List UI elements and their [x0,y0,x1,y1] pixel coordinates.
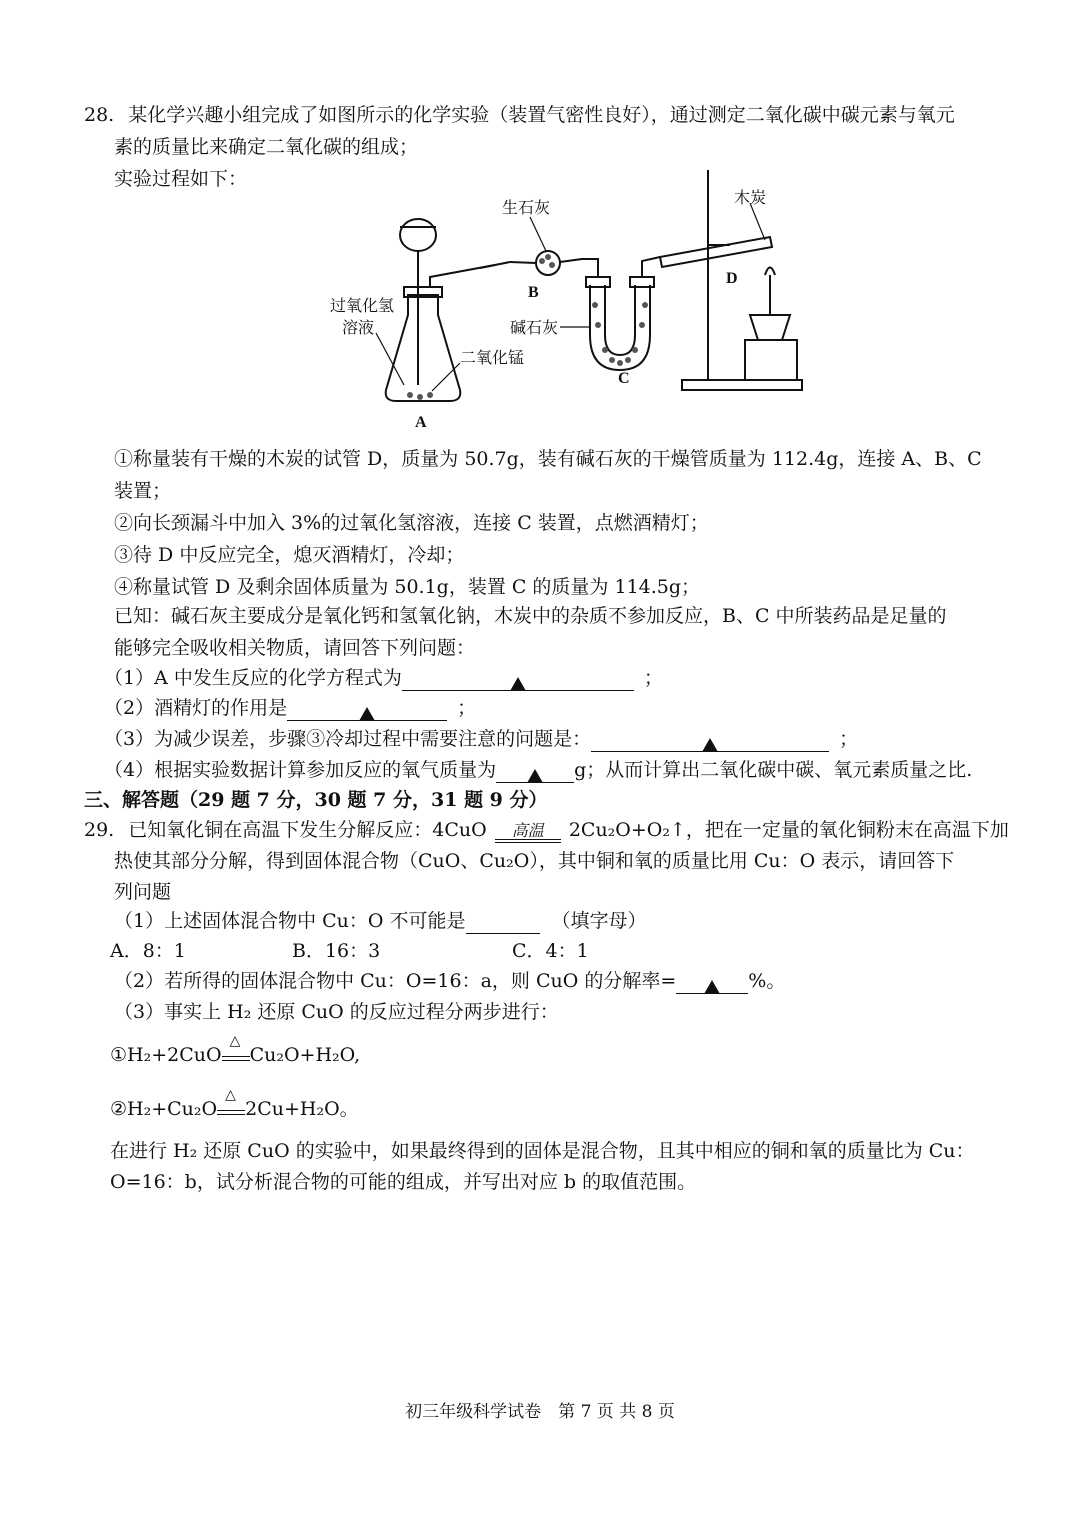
label-h2o2-1: 过氧化氢 [330,298,395,315]
label-charcoal: 木炭 [734,190,767,207]
q28-intro-text1: 某化学兴趣小组完成了如图所示的化学实验（装置气密性良好），通过测定二氧化碳中碳元素与氧元 [128,104,955,126]
option-c: C．4：1 [512,940,589,962]
q29-paragraph-2: O=16：b，试分析混合物的可能的组成，并写出对应 b 的取值范围。 [110,1171,697,1193]
q29-equation-1 [110,1033,361,1068]
q28-step3: ③待 D 中反应完全，熄灭酒精灯，冷却； [114,544,465,566]
q28-known-line2: 能够完全吸收相关物质，请回答下列问题： [114,637,476,659]
triangle-marker-icon [704,980,720,994]
q29-sub1-prompt: （1）上述固体混合物中 Cu：O 不可能是 [114,910,466,932]
q28-number: 28. [84,104,115,126]
q28-step2: ②向长颈漏斗中加入 3%的过氧化氢溶液，连接 C 装置，点燃酒精灯； [114,512,709,534]
q29-sub2-prompt: （2）若所得的固体混合物中 Cu：O=16：a，则 CuO 的分解率= [114,970,677,992]
label-b: B [528,284,539,301]
test-tube-d [660,237,772,267]
separatory-funnel [400,219,436,251]
heat-symbol: △ [225,1087,236,1103]
heat-arrow [217,1087,245,1115]
triangle-marker-icon [510,677,526,691]
q28-sub1-answer-blank[interactable] [402,670,634,691]
q28-intro-line2: 素的质量比来确定二氧化碳的组成； [114,136,419,158]
q29-paragraph-1: 在进行 H₂ 还原 CuO 的实验中，如果最终得到的固体是混合物，且其中相应的铜和氧的质量比为 Cu： [110,1140,975,1162]
option-a: A．8：1 [110,940,186,962]
eq2-right: 2Cu+H₂O。 [245,1098,359,1120]
q29-line1-a: 已知氧化铜在高温下发生分解反应：4CuO [128,819,487,841]
label-quicklime: 生石灰 [502,200,551,217]
apparatus-diagram [320,165,810,435]
q29-sub2-end: %。 [748,970,786,992]
q29-equation-2 [110,1087,359,1122]
high-temp-label: 高温 [511,821,544,840]
q28-sub2-answer-blank[interactable] [287,700,447,721]
label-h2o2-2: 溶液 [342,320,375,337]
label-a: A [415,414,427,431]
option-b: B．16：3 [292,940,381,962]
q28-sub1-end: ； [643,667,663,689]
q28-sub4-answer-blank[interactable] [496,762,574,783]
q28-subquestion-2 [104,695,476,721]
q29-line3: 列问题 [114,881,172,903]
q28-step4: ④称量试管 D 及剩余固体质量为 50.1g，装置 C 的质量为 114.5g； [114,576,701,598]
q28-sub1-prompt: （1）A 中发生反应的化学方程式为 [104,667,402,689]
q29-sub1-answer-blank[interactable] [466,913,540,934]
q29-sub2 [114,968,785,994]
eq1-right: Cu₂O+H₂O, [249,1044,361,1066]
high-temp-condition [493,817,563,844]
q29-number: 29. [84,819,115,841]
q29-sub2-answer-blank[interactable] [676,973,748,994]
q28-subquestion-3 [104,726,858,752]
q28-sub2-end: ； [457,697,477,719]
q29-line2: 热使其部分分解，得到固体混合物（CuO、Cu₂O），其中铜和氧的质量比用 Cu：O 表示，请回答下 [114,850,955,872]
q28-sub4-end: g；从而计算出二氧化碳中碳、氧元素质量之比. [574,759,973,781]
heat-arrow [222,1033,250,1061]
alcohol-lamp [750,315,790,340]
q29-line1-b: 2Cu₂O+O₂↑，把在一定量的氧化铜粉末在高温下加 [568,819,1009,841]
q28-subquestion-4 [104,757,972,783]
eq2-left: ②H₂+Cu₂O [110,1098,218,1120]
heat-symbol: △ [229,1033,241,1049]
label-d: D [726,270,738,287]
q28-known-line1: 已知：碱石灰主要成分是氧化钙和氢氧化钠，木炭中的杂质不参加反应，B、C 中所装药品是足量的 [114,605,947,627]
q29-sub1 [114,908,647,934]
triangle-marker-icon [702,738,718,752]
q29-options [110,938,589,964]
q28-intro-line1 [84,102,955,128]
q29-line1 [84,817,1009,844]
q28-sub3-end: ； [839,728,859,750]
label-mno2: 二氧化锰 [460,350,525,367]
q28-process-heading: 实验过程如下： [114,168,248,190]
triangle-marker-icon [527,769,543,783]
triangle-marker-icon [359,707,375,721]
q29-sub3: （3）事实上 H₂ 还原 CuO 的反应过程分两步进行： [114,1001,559,1023]
q28-step1-line1: ①称量装有干燥的木炭的试管 D，质量为 50.7g，装有碱石灰的干燥管质量为 112.4g，连接 A、B、C [114,448,982,470]
q28-sub2-prompt: （2）酒精灯的作用是 [104,697,288,719]
label-sodalime: 碱石灰 [510,320,559,337]
q28-step1-line2: 装置； [114,480,172,502]
eq1-left: ①H₂+2CuO [110,1044,222,1066]
label-c: C [618,370,630,387]
section-heading: 三、解答题（29 题 7 分，30 题 7 分，31 题 9 分） [84,789,548,811]
q28-sub3-prompt: （3）为减少误差，步骤③冷却过程中需要注意的问题是： [104,728,592,750]
q28-subquestion-1 [104,665,663,691]
q28-sub3-answer-blank[interactable] [591,731,829,752]
flask-a [386,295,461,401]
q28-sub4-prompt: （4）根据实验数据计算参加反应的氧气质量为 [104,759,497,781]
q29-sub1-end: （填字母） [551,910,647,932]
page-footer: 初三年级科学试卷 第 7 页 共 8 页 [405,1402,675,1422]
